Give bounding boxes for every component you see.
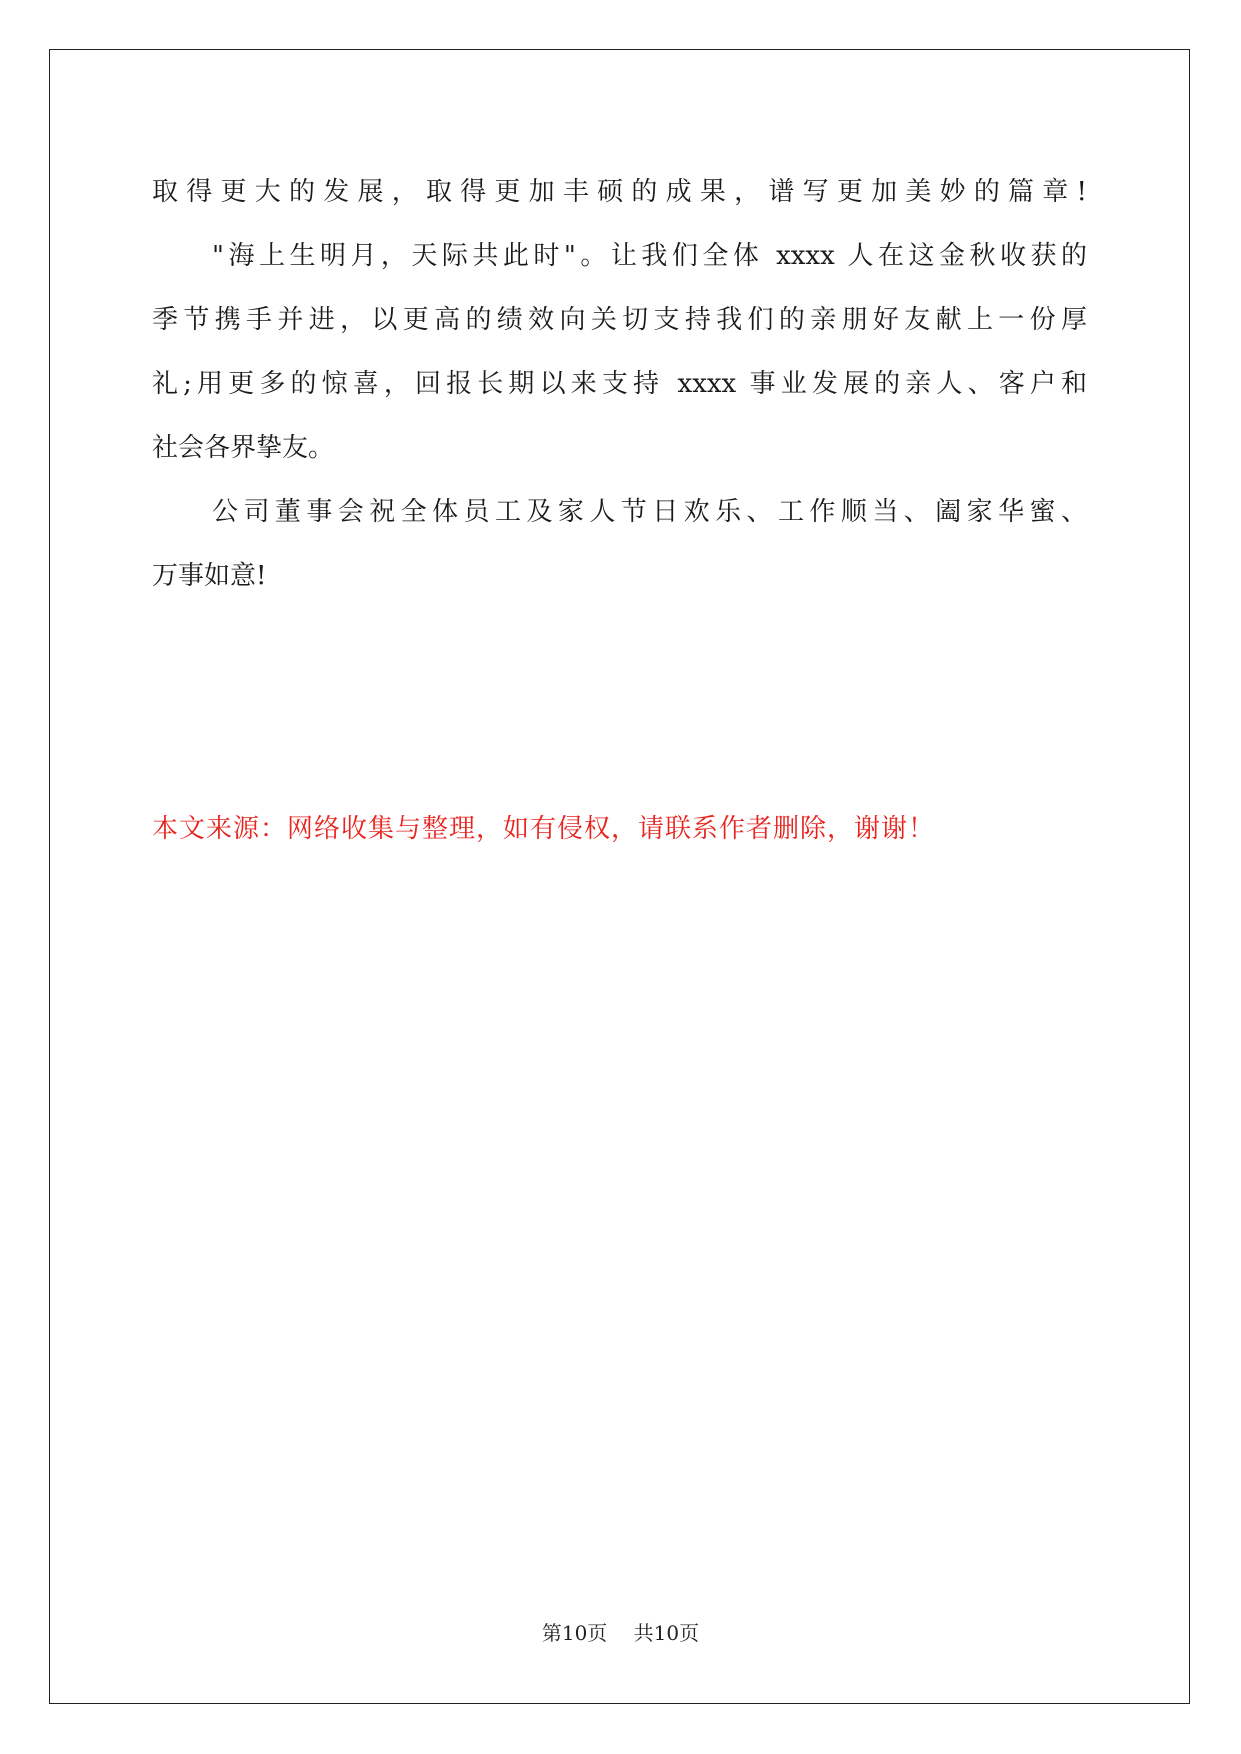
source-note: 本文来源：网络收集与整理，如有侵权，请联系作者删除，谢谢！ [152, 814, 936, 844]
text-line-4: 礼;用更多的惊喜，回报长期以来支持 xxxx 事业发展的亲人、客户和 [152, 369, 1087, 399]
text-line-3: 季节携手并进，以更高的绩效向关切支持我们的亲朋好友献上一份厚 [152, 305, 1087, 335]
text-line-7: 万事如意! [152, 561, 267, 591]
text-line-6: 公司董事会祝全体员工及家人节日欢乐、工作顺当、阖家华蜜、 [212, 497, 1087, 527]
page-footer [0, 1617, 1241, 1646]
document-body [152, 160, 1087, 608]
text-line-1: 取得更大的发展，取得更加丰硕的成果，谱写更加美妙的篇章! [152, 177, 1087, 207]
text-line-5: 社会各界挚友。 [152, 433, 335, 463]
text-line-2: "海上生明月，天际共此时"。让我们全体 xxxx 人在这金秋收获的 [212, 241, 1087, 271]
page-number-total: 共10页 [633, 1621, 700, 1645]
page-number-current: 第10页 [541, 1621, 608, 1645]
